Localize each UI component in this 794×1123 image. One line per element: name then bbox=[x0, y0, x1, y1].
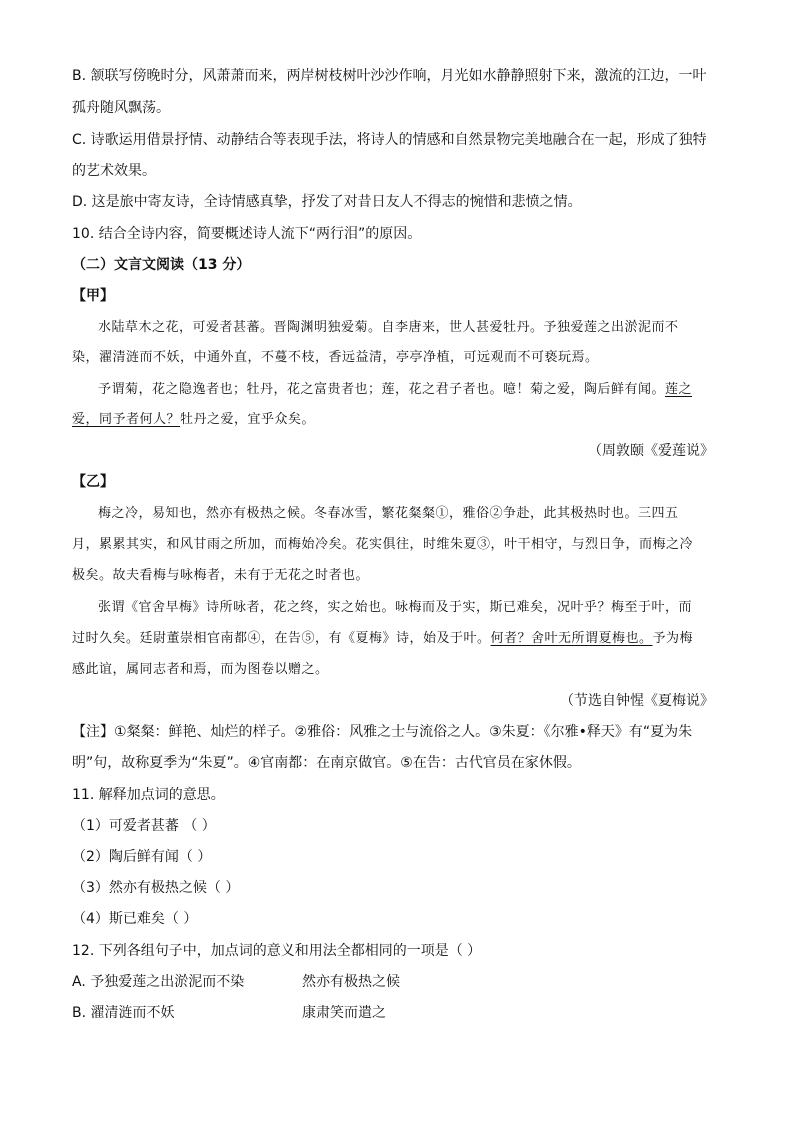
yi-p2-line2-tail: 予为梅 bbox=[652, 631, 694, 646]
option-b-line1: B. 颔联写傍晚时分，风萧萧而来，两岸树枝树叶沙沙作响，月光如水静静照射下来，激流的江边，一叶 bbox=[72, 68, 707, 84]
yi-p2-line1: 张谓《官舍早梅》诗所咏者，花之终，实之始也。咏梅而及于实，斯已难矣，况叶乎？梅至于叶，而 bbox=[98, 600, 693, 615]
yi-source: （节选自钟惺《夏梅说》 bbox=[560, 693, 714, 709]
jia-underlined-sentence-part1: 莲之 bbox=[665, 382, 693, 397]
jia-p1-line1: 水陆草木之花，可爱者甚蕃。晋陶渊明独爱菊。自李唐来，世人甚爱牡丹。予独爱莲之出淤泥而不 bbox=[98, 320, 679, 335]
jia-p1-line2: 染，濯清涟而不妖，中通外直，不蔓不枝，香远益清，亭亭净植，可远观而不可亵玩焉。 bbox=[72, 350, 599, 365]
question-10: 10. 结合全诗内容，简要概述诗人流下“两行泪”的原因。 bbox=[72, 226, 422, 242]
question-11-title: 11. 解释加点词的意思。 bbox=[72, 787, 225, 803]
question-12-title: 12. 下列各组句子中，加点词的意义和用法全都相同的一项是（ ） bbox=[72, 943, 482, 959]
yi-p2-line3: 感此谊，属同志者和焉，而为图卷以赠之。 bbox=[72, 662, 329, 677]
jia-source: （周敦颐《爱莲说》 bbox=[588, 443, 714, 459]
passage-yi-label: 【乙】 bbox=[72, 474, 114, 490]
yi-p2-line2-text: 过时久矣。廷尉董崇相官南都④，在告⑤，有《夏梅》诗，始及于叶。 bbox=[72, 631, 491, 646]
passage-jia-label: 【甲】 bbox=[72, 288, 114, 304]
yi-p1-line3: 极矣。故夫看梅与咏梅者，未有于无花之时者也。 bbox=[72, 568, 370, 583]
q11-item-2: （2）陶后鲜有闻（ ） bbox=[72, 849, 212, 865]
jia-p2-line2-text: 牡丹之爱，宜乎众矣。 bbox=[180, 412, 316, 427]
yi-p2-line2 bbox=[72, 629, 693, 649]
yi-p1-line1: 梅之冷，易知也，然亦有极热之候。冬春冰雪，繁花粲粲①，雅俗②争赴，此其极热时也。三四五 bbox=[98, 506, 679, 521]
q11-item-4: （4）斯已难矣（ ） bbox=[72, 911, 198, 927]
annotation-line1: 【注】①粲粲：鲜艳、灿烂的样子。②雅俗：风雅之士与流俗之人。③朱夏：《尔雅•释天》有“夏为朱 bbox=[72, 724, 693, 740]
section-title: （二）文言文阅读（13 分） bbox=[72, 257, 251, 273]
jia-p2-line1 bbox=[98, 380, 692, 400]
option-c-line1: C. 诗歌运用借景抒情、动静结合等表现手法，将诗人的情感和自然景物完美地融合在一起，形成了独特 bbox=[72, 132, 707, 148]
yi-p1-line2: 月，累累其实，和风甘雨之所加，而梅始冷矣。花实俱往，时维朱夏③，叶干相守，与烈日争，而梅之冷 bbox=[72, 537, 694, 552]
option-c-line2: 的艺术效果。 bbox=[72, 163, 156, 179]
q11-item-1: （1）可爱者甚蕃 （ ） bbox=[72, 818, 216, 834]
option-b-line2: 孤舟随风飘荡。 bbox=[72, 100, 170, 116]
yi-underlined-sentence: 何者？舍叶无所谓夏梅也。 bbox=[490, 631, 653, 646]
q12-option-a-right: 然亦有极热之候 bbox=[302, 974, 400, 990]
q12-option-a-left: A. 予独爱莲之出淤泥而不染 bbox=[72, 974, 245, 990]
jia-p2-line1-text: 予谓菊，花之隐逸者也；牡丹，花之富贵者也；莲，花之君子者也。噫！菊之爱，陶后鲜有闻。 bbox=[98, 382, 666, 397]
q12-option-b-right: 康肃笑而遣之 bbox=[302, 1005, 386, 1021]
q12-option-b-left: B. 濯清涟而不妖 bbox=[72, 1005, 175, 1021]
jia-p2-line2 bbox=[72, 410, 315, 430]
jia-underlined-sentence-part2: 爱，同予者何人？ bbox=[72, 412, 181, 427]
option-d-line1: D. 这是旅中寄友诗，全诗情感真挚，抒发了对昔日友人不得志的惋惜和悲愤之情。 bbox=[72, 194, 582, 210]
q11-item-3: （3）然亦有极热之候（ ） bbox=[72, 880, 240, 896]
annotation-line2: 明”句，故称夏季为“朱夏”。④官南都：在南京做官。⑤在告：古代官员在家休假。 bbox=[72, 755, 581, 771]
